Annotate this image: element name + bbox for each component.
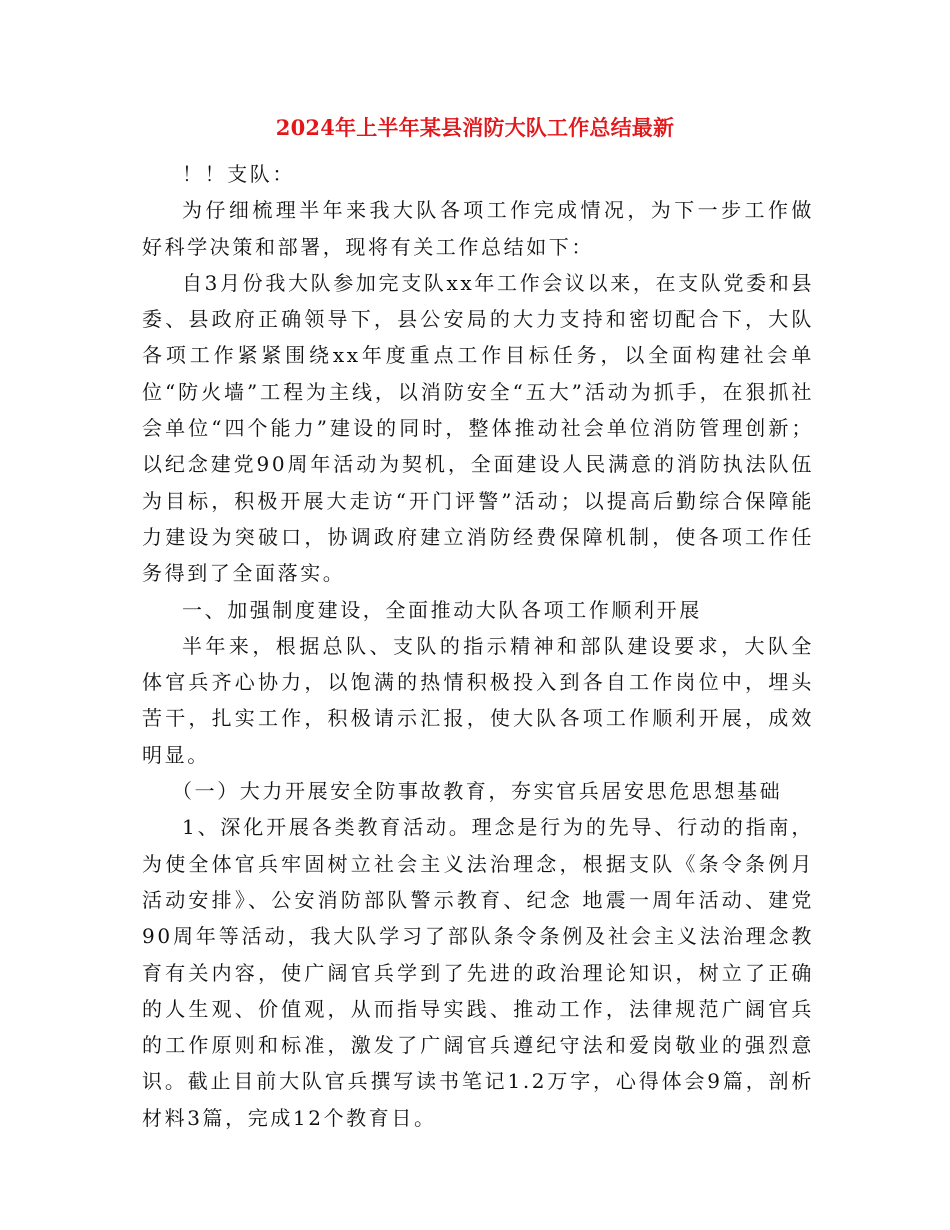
overview-paragraph: 自3月份我大队参加完支队xx年工作会议以来，在支队党委和县委、县政府正确领导下，县公安局的大力支持和密切配合下，大队各项工作紧紧围绕xx年度重点工作目标任务，以全面构建社会单位“防火墙”工程为主线，以消防安全“五大”活动为抓手，在狠抓社会单位“四个能力”建设的同时，整体推动社会单位消防管理创新；以纪念建党90周年活动为契机，全面建设人民满意的消防执法队伍为目标，积极开展大走访“开门评警”活动；以提高后勤综合保障能力建设为突破口，协调政府建立消防经费保障机制，使各项工作任务得到了全面落实。 bbox=[142, 270, 814, 586]
section-heading-1: 一、加强制度建设，全面推动大队各项工作顺利开展 bbox=[182, 597, 702, 622]
document-title: 2024年上半年某县消防大队工作总结最新 bbox=[275, 115, 675, 140]
intro-paragraph: 为仔细梳理半年来我大队各项工作完成情况，为下一步工作做好科学决策和部署，现将有关工作总结如下： bbox=[142, 198, 814, 259]
document-body bbox=[142, 156, 814, 1136]
subsection-heading-1: （一）大力开展安全防事故教育，夯实官兵居安思危思想基础 bbox=[172, 779, 783, 804]
salutation-paragraph: ！！支队： bbox=[182, 162, 295, 186]
section-1-paragraph: 半年来，根据总队、支队的指示精神和部队建设要求，大队全体官兵齐心协力，以饱满的热情积极投入到各自工作岗位中，埋头苦干，扎实工作，积极请示汇报，使大队各项工作顺利开展，成效明显。 bbox=[142, 633, 814, 767]
education-paragraph: 1、深化开展各类教育活动。理念是行为的先导、行动的指南，为使全体官兵牢固树立社会主义法治理念，根据支队《条令条例月活动安排》、公安消防部队警示教育、纪念 地震一周年活动、建党90周年等活动，我大队学习了部队条令条例及社会主义法治理念教育有关内容，使广阔官兵学到了先进的政治理论知识，树立了正确的人生观、价值观，从而指导实践、推动工作，法律规范广阔官兵的工作原则和标准，激发了广阔官兵遵纪守法和爱岗敬业的强烈意识。截止目前大队官兵撰写读书笔记1.2万字，心得体会9篇，剖析材料3篇，完成12个教育日。 bbox=[142, 815, 814, 1130]
